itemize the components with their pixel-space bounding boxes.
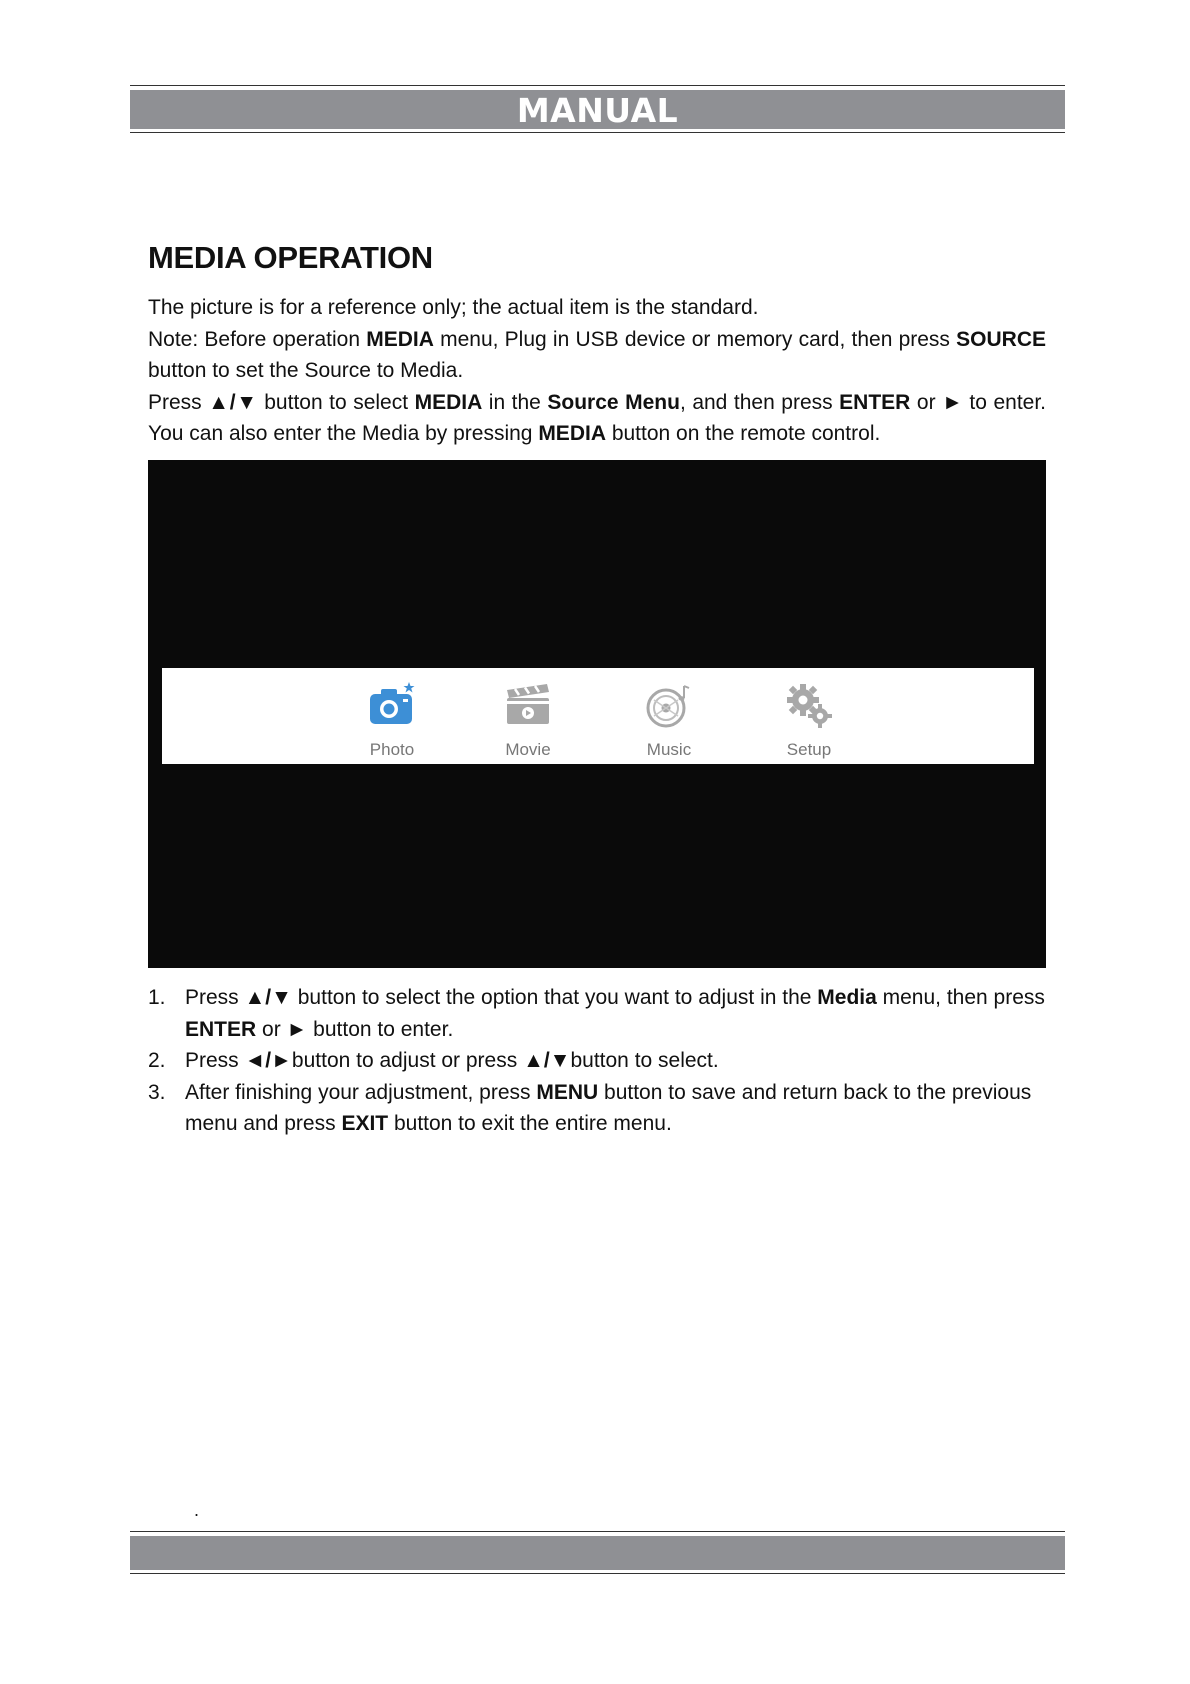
text-run: After finishing your adjustment, press xyxy=(185,1080,537,1104)
bold-run: Source Menu xyxy=(547,390,680,414)
bold-run: ► xyxy=(942,390,963,414)
list-item xyxy=(148,1077,1046,1140)
text-run: button to save and return back to the previous menu and press xyxy=(185,1080,1032,1135)
step-number: 3. xyxy=(148,1080,166,1104)
media-screen-image xyxy=(148,460,1046,968)
menu-item-label: Photo xyxy=(369,740,415,759)
bold-run: ► xyxy=(286,1017,308,1041)
menu-item-music[interactable] xyxy=(609,668,729,764)
step-number: 2. xyxy=(148,1049,166,1072)
intro-paragraph-2 xyxy=(148,324,1046,387)
menu-item-label: Movie xyxy=(505,740,551,759)
bold-run: SOURCE xyxy=(956,327,1046,351)
bold-run: MEDIA xyxy=(414,390,483,414)
bold-run: ▲/▼ xyxy=(208,390,258,414)
bold-run: ▲/▼ xyxy=(244,986,292,1009)
intro-paragraph-3 xyxy=(148,387,1046,450)
menu-item-label: Music xyxy=(646,740,692,759)
bold-run: ◄/► xyxy=(244,1049,292,1072)
text-run: button to set the Source to Media. xyxy=(148,359,464,382)
steps-list xyxy=(148,982,1046,1140)
list-item xyxy=(148,1045,1046,1077)
text-run: Note: Before operation xyxy=(148,327,367,351)
bold-run: MENU xyxy=(536,1080,599,1104)
bold-run: ▲/▼ xyxy=(523,1049,571,1072)
list-item xyxy=(148,982,1046,1045)
text-run: button to select. xyxy=(570,1049,719,1072)
music-disc-icon xyxy=(644,680,694,730)
footer-rule-top xyxy=(130,1531,1065,1532)
text-run: button to adjust or press xyxy=(291,1049,524,1072)
header-rule-top xyxy=(130,85,1065,86)
text-run: Press xyxy=(185,986,245,1009)
text-run: in the xyxy=(482,390,548,414)
bold-run: MEDIA xyxy=(366,327,434,351)
header-rule-bottom xyxy=(130,132,1065,133)
clapperboard-icon xyxy=(503,680,553,730)
intro-text xyxy=(148,292,1046,450)
menu-item-label: Setup xyxy=(786,740,832,759)
text-run: , and then press xyxy=(679,390,840,414)
text-run: Press xyxy=(185,1049,245,1072)
step-number: 1. xyxy=(148,986,166,1009)
text-run: button on the remote control. xyxy=(605,422,881,445)
header-bar xyxy=(130,90,1065,129)
intro-paragraph-1: The picture is for a reference only; the actual item is the standard. xyxy=(148,296,759,319)
text-run: Press xyxy=(148,390,209,414)
camera-icon xyxy=(367,680,417,730)
bold-run: Media xyxy=(817,986,877,1009)
bold-run: ENTER xyxy=(839,390,911,414)
text-run: or xyxy=(910,390,943,414)
text-run: button to select the option that you want to adjust in the xyxy=(291,986,818,1009)
menu-item-photo[interactable] xyxy=(332,668,452,764)
text-run: menu, Plug in USB device or memory card, then press xyxy=(433,327,957,351)
media-menu-bar xyxy=(162,668,1034,764)
text-run: button to enter. xyxy=(307,1017,454,1041)
gears-icon xyxy=(784,680,834,730)
bold-run: EXIT xyxy=(341,1112,389,1135)
bold-run: ENTER xyxy=(185,1017,257,1041)
section-title: MEDIA OPERATION xyxy=(148,240,433,275)
footer-rule-bottom xyxy=(130,1573,1065,1574)
text-run: menu, then press xyxy=(876,986,1045,1009)
bold-run: MEDIA xyxy=(538,422,606,445)
footer-dot: . xyxy=(194,1500,200,1520)
text-run: button to exit the entire menu. xyxy=(388,1112,672,1135)
text-run: button to select xyxy=(257,390,415,414)
menu-item-movie[interactable] xyxy=(468,668,588,764)
page-header-title: MANUAL xyxy=(516,91,679,130)
footer-bar xyxy=(130,1536,1065,1570)
text-run: or xyxy=(256,1017,287,1041)
text-run: to enter. You can also enter the Media by pressing xyxy=(148,390,1047,445)
menu-item-setup[interactable] xyxy=(749,668,869,764)
